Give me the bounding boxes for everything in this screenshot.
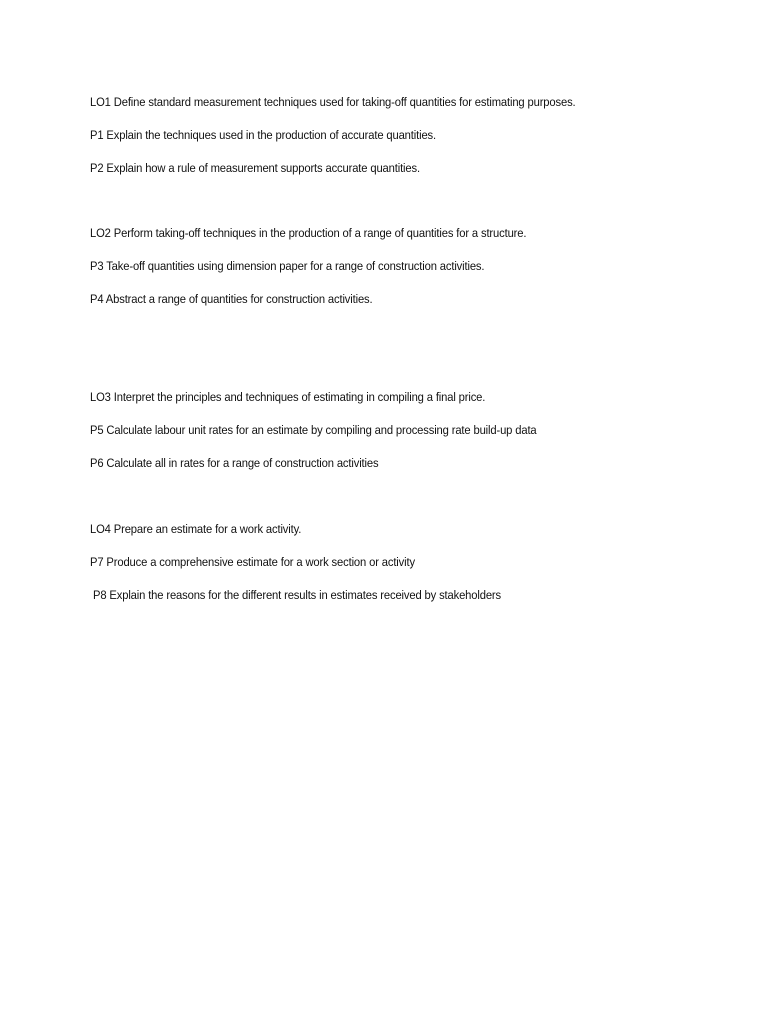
learning-outcome-lo1: LO1 Define standard measurement techniques used for taking-off quantities for estimating purposes. (90, 95, 576, 109)
pass-criterion-p6: P6 Calculate all in rates for a range of construction activities (90, 456, 379, 470)
learning-outcome-lo4: LO4 Prepare an estimate for a work activity. (90, 522, 302, 536)
pass-criterion-p3: P3 Take-off quantities using dimension paper for a range of construction activities. (90, 259, 485, 273)
pass-criterion-p4: P4 Abstract a range of quantities for construction activities. (90, 292, 373, 306)
learning-outcome-lo3: LO3 Interpret the principles and techniques of estimating in compiling a final price. (90, 390, 486, 404)
pass-criterion-p7: P7 Produce a comprehensive estimate for a work section or activity (90, 555, 415, 569)
pass-criterion-p1: P1 Explain the techniques used in the production of accurate quantities. (90, 128, 436, 142)
pass-criterion-p8: P8 Explain the reasons for the different results in estimates received by stakeholders (93, 588, 502, 602)
pass-criterion-p2: P2 Explain how a rule of measurement supports accurate quantities. (90, 161, 420, 175)
learning-outcome-lo2: LO2 Perform taking-off techniques in the production of a range of quantities for a structure. (90, 226, 527, 240)
pass-criterion-p5: P5 Calculate labour unit rates for an estimate by compiling and processing rate build-up data (90, 423, 537, 437)
